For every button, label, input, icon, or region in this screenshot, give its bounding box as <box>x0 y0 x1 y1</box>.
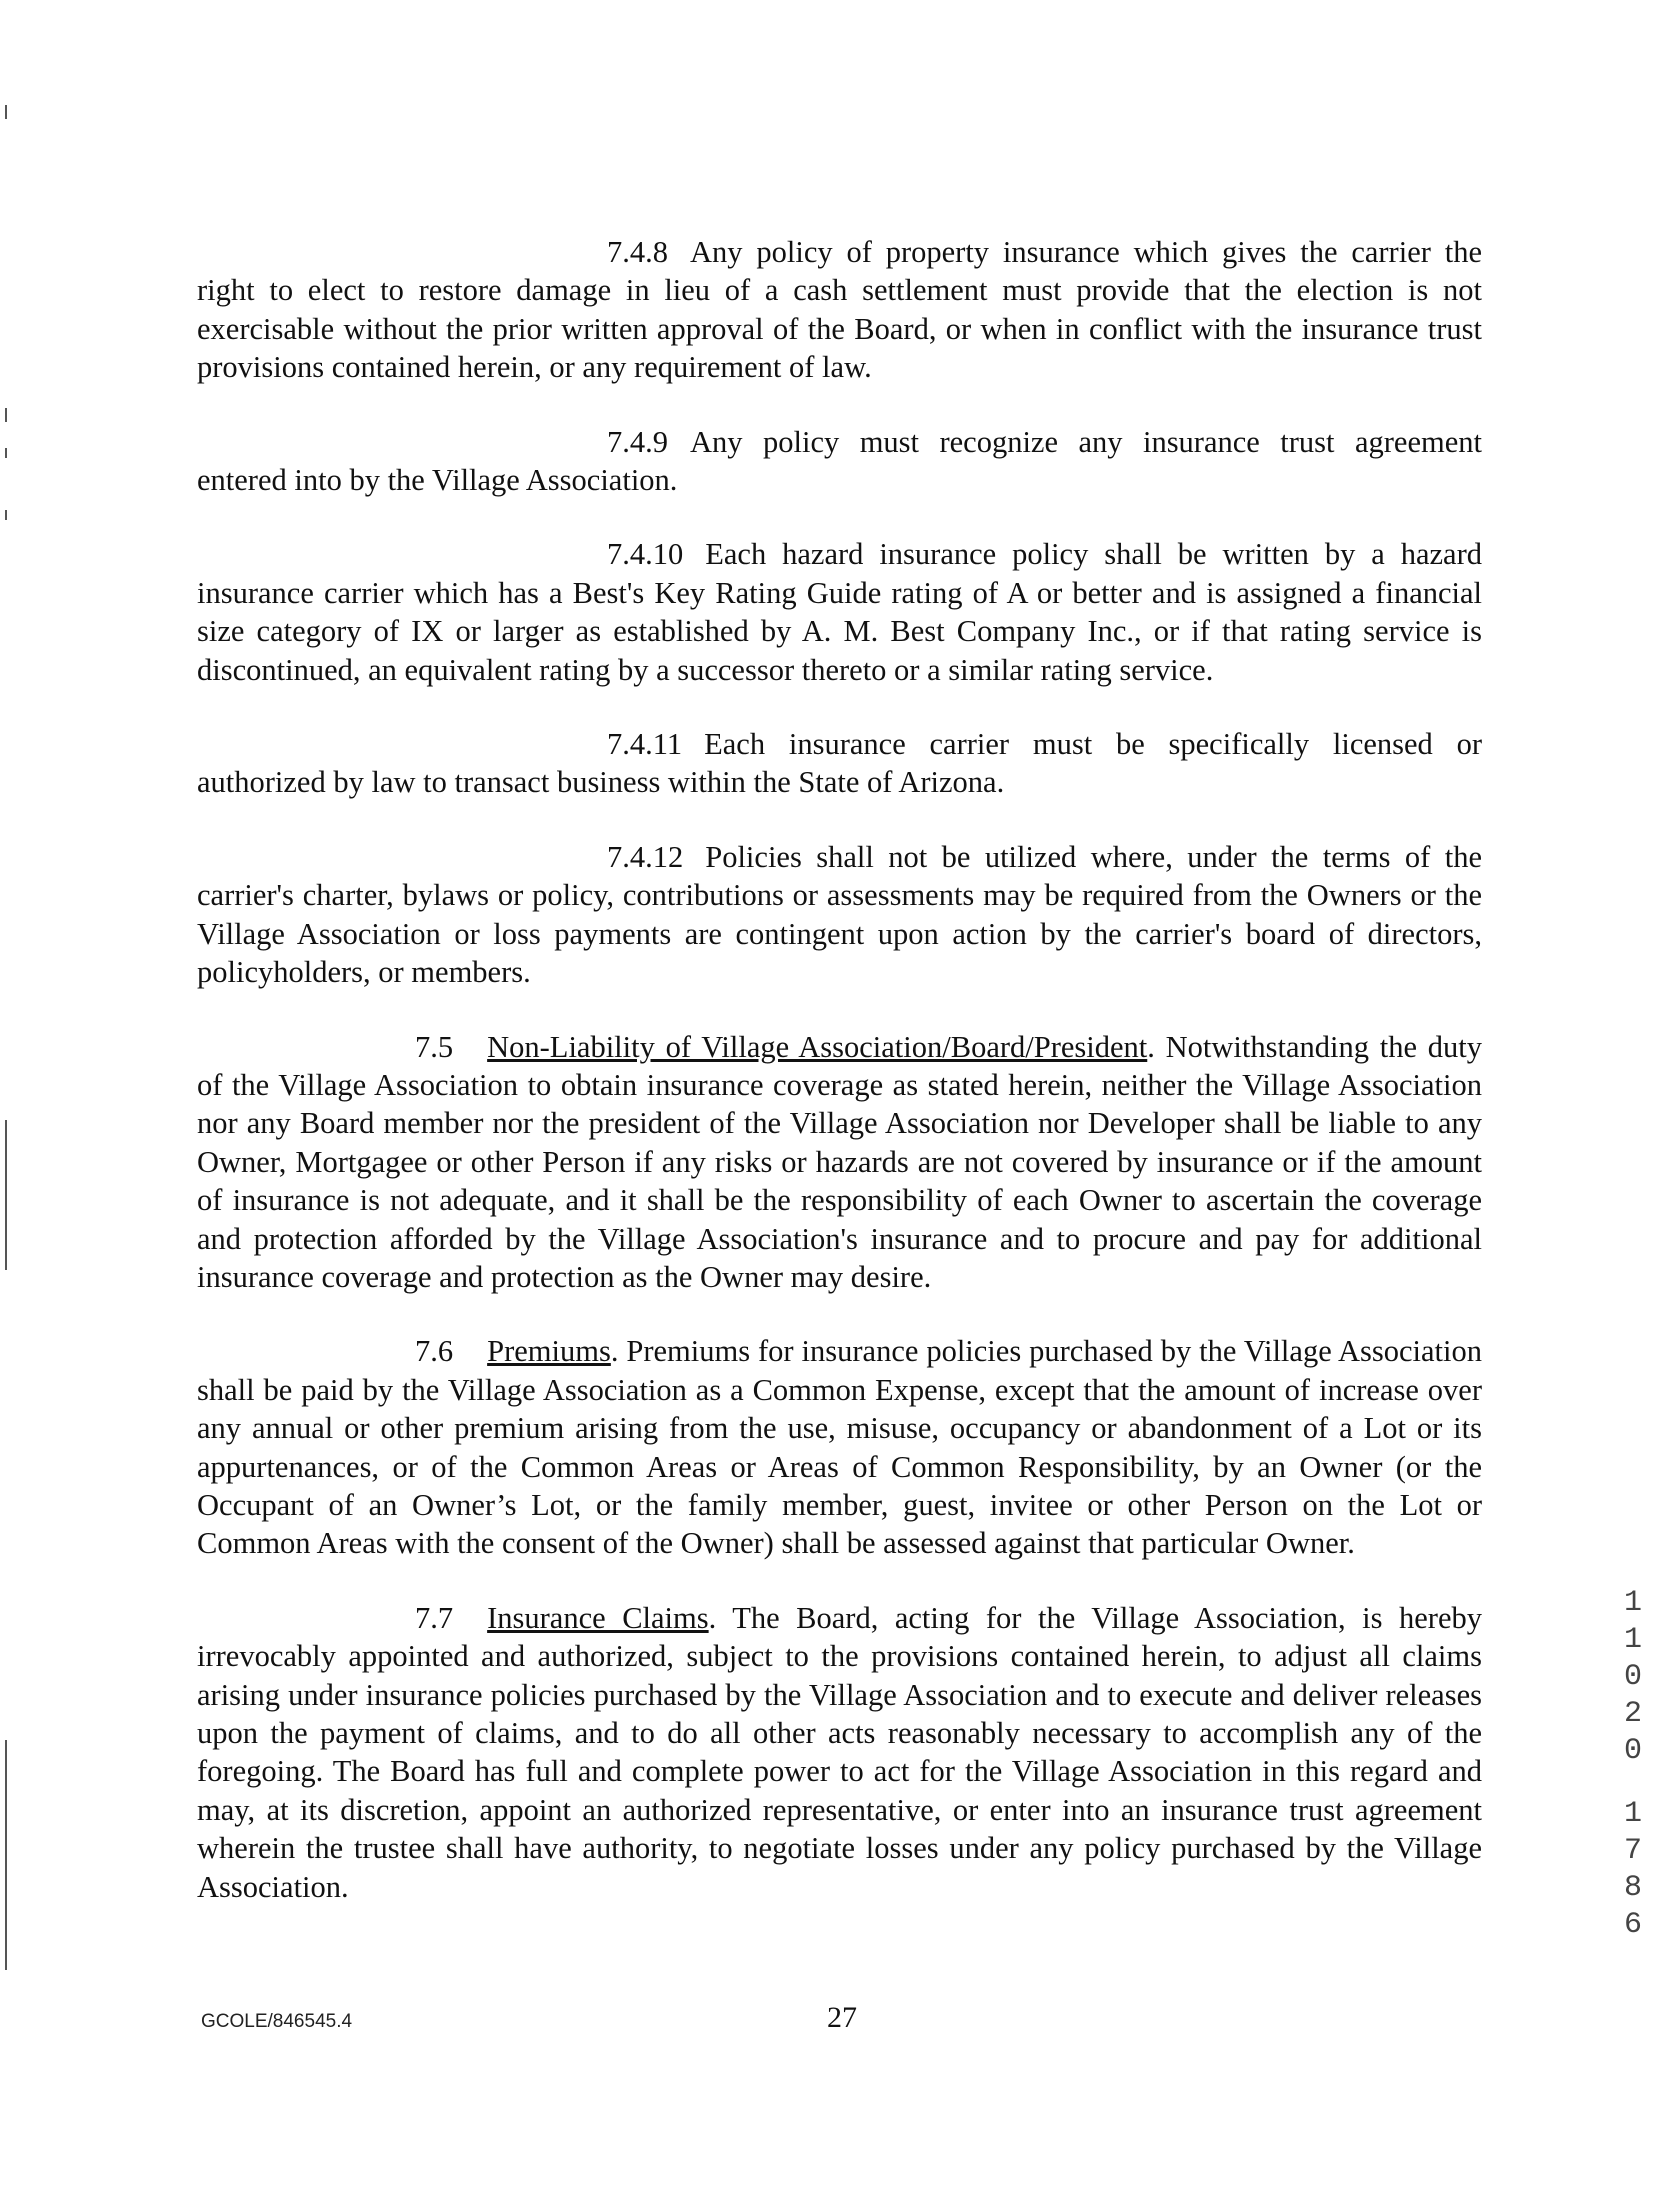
section-number: 7.4.9 <box>607 424 668 459</box>
paragraph-text: Any policy of property insurance which gives the carrier the right to elect to restore damage in lieu of a cash settlement must provide that the election is not exercisable without the prior written approval of the Board, or when in conflict with the insurance trust provisions contained herein, or any requirement of law. <box>197 235 1482 385</box>
stamp-digit: 1 <box>1623 1586 1642 1620</box>
paragraph-7-5 <box>197 1028 1482 1297</box>
paragraph-text: Each insurance carrier must be specifically licensed or authorized by law to transact business within the State of Arizona. <box>197 727 1482 800</box>
scan-mark <box>5 1740 7 1970</box>
document-id: GCOLE/846545.4 <box>201 2011 353 2032</box>
stamp-digit: 6 <box>1623 1908 1642 1942</box>
section-number: 7.5 <box>415 1029 454 1064</box>
paragraph-7-4-9 <box>197 423 1482 500</box>
section-number: 7.4.10 <box>607 537 684 572</box>
stamp-digit: 2 <box>1623 1697 1642 1731</box>
stamp-digit: 0 <box>1623 1660 1642 1694</box>
paragraph-text: . Notwithstanding the duty of the Village Association to obtain insurance coverage as stated herein, neither the Village Association nor any Board member nor the president of the Village Association nor Developer shall be liable to any Owner, Mortgagee or other Person if any risks or hazards are not covered by insurance or if the amount of insurance is not adequate, and it shall be the responsibility of each Owner to ascertain the coverage and protection afforded by the Village Association's insurance and to procure and pay for additional insurance coverage and protection as the Owner may desire. <box>197 1029 1482 1294</box>
scan-mark <box>5 408 7 422</box>
stamp-digit: 1 <box>1623 1797 1642 1831</box>
paragraph-7-4-8 <box>197 233 1482 387</box>
stamp-digit: 7 <box>1623 1834 1642 1868</box>
paragraph-7-7 <box>197 1599 1482 1906</box>
paragraph-text: Each hazard insurance policy shall be written by a hazard insurance carrier which has a Best's Key Rating Guide rating of A or better and is assigned a financial size category of IX or larger as established by A. M. Best Company Inc., or if that rating service is discontinued, an equivalent rating by a successor thereto or a similar rating service. <box>197 537 1482 687</box>
section-number: 7.6 <box>415 1334 454 1369</box>
paragraph-7-6 <box>197 1332 1482 1562</box>
stamp-spacer <box>1618 1770 1648 1796</box>
section-number: 7.4.11 <box>607 727 683 762</box>
paragraph-text: Any policy must recognize any insurance trust agreement entered into by the Village Association. <box>197 424 1482 498</box>
paragraph-7-4-12 <box>197 838 1482 992</box>
page-number: 27 <box>827 2001 857 2034</box>
stamp-digit: 8 <box>1623 1871 1642 1905</box>
document-body <box>197 233 1482 1942</box>
paragraph-text: . Premiums for insurance policies purchased by the Village Association shall be paid by the Village Association as a Common Expense, except that the amount of increase over any annual or other premium arising from the use, misuse, occupancy or abandonment of a Lot or its appurtenances, or of the Common Areas or Areas of Common Responsibility, by an Owner (or the Occupant of an Owner’s Lot, or the family member, guest, invitee or other Person on the Lot or Common Areas with the consent of the Owner) shall be assessed against that particular Owner. <box>197 1334 1482 1561</box>
stamp-digit: 1 <box>1623 1623 1642 1657</box>
section-number: 7.4.8 <box>607 235 668 269</box>
scan-mark <box>5 448 7 458</box>
scan-mark <box>5 510 7 520</box>
scan-mark <box>5 105 7 119</box>
paragraph-7-4-11 <box>197 725 1482 802</box>
paragraph-7-4-10 <box>197 535 1482 689</box>
recording-stamp <box>1618 1585 1648 1944</box>
section-heading: Non-Liability of Village Association/Board/President <box>487 1029 1148 1064</box>
stamp-digit: 0 <box>1623 1734 1642 1768</box>
section-heading: Premiums <box>487 1334 611 1369</box>
paragraph-text: . The Board, acting for the Village Association, is hereby irrevocably appointed and authorized, subject to the provisions contained herein, to adjust all claims arising under insurance policies purchased by the Village Association and to execute and deliver releases upon the payment of claims, and to do all other acts reasonably necessary to accomplish any of the foregoing. The Board has full and complete power to act for the Village Association in this regard and may, at its discretion, appoint an authorized representative, or enter into an insurance trust agreement wherein the trustee shall have authority, to negotiate losses under any policy purchased by the Village Association. <box>197 1600 1483 1904</box>
section-number: 7.7 <box>415 1600 454 1635</box>
paragraph-text: Policies shall not be utilized where, under the terms of the carrier's charter, bylaws or policy, contributions or assessments may be required from the Owners or the Village Association or loss payments are contingent upon action by the carrier's board of directors, policyholders, or members. <box>197 839 1482 990</box>
section-heading: Insurance Claims <box>487 1600 709 1635</box>
section-number: 7.4.12 <box>607 839 684 874</box>
scan-mark <box>5 1120 7 1270</box>
